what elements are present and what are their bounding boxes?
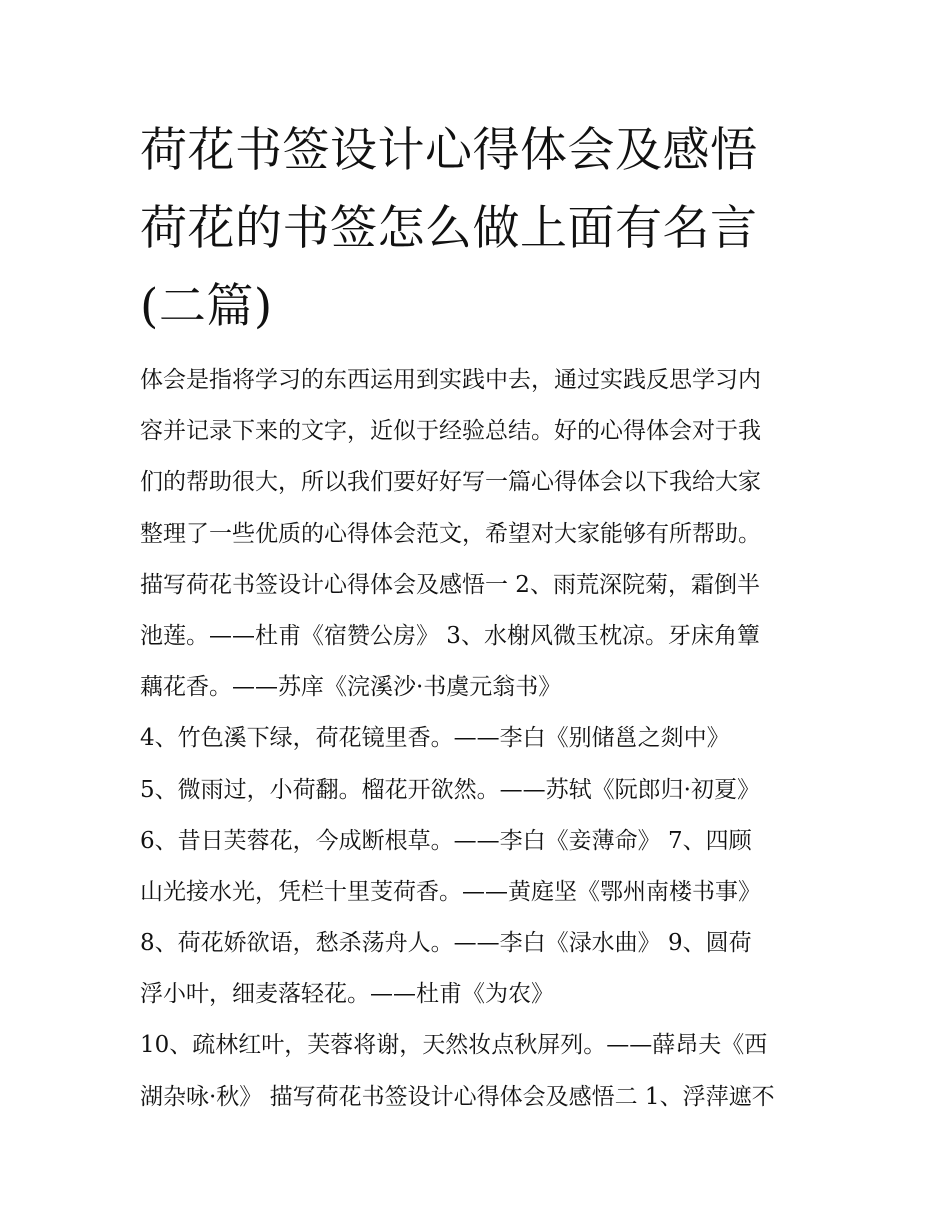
title-line: 荷花的书签怎么做上面有名言: [140, 201, 758, 256]
body-line: 8、荷花娇欲语，愁杀荡舟人。——李白《渌水曲》 9、圆荷: [140, 930, 752, 957]
body-line: 山光接水光，凭栏十里芰荷香。——黄庭坚《鄂州南楼书事》: [140, 878, 761, 905]
body-line: 描写荷花书签设计心得体会及感悟一 2、雨荒深院菊，霜倒半: [140, 571, 760, 598]
title-line: (二篇): [140, 279, 273, 334]
document-title: [140, 112, 840, 346]
body-line: 湖杂咏·秋》 描写荷花书签设计心得体会及感悟二 1、浮萍遮不: [140, 1083, 775, 1110]
body-line: 池莲。——杜甫《宿赞公房》 3、水榭风微玉枕凉。牙床角簟: [140, 622, 760, 649]
body-line: 浮小叶，细麦落轻花。——杜甫《为农》: [140, 981, 554, 1008]
body-line: 10、疏林红叶，芙蓉将谢，天然妆点秋屏列。——薛昂夫《西: [140, 1032, 768, 1059]
body-line: 整理了一些优质的心得体会范文，希望对大家能够有所帮助。: [140, 520, 761, 547]
body-line: 容并记录下来的文字，近似于经验总结。好的心得体会对于我: [140, 418, 761, 445]
body-line: 6、昔日芙蓉花，今成断根草。——李白《妾薄命》 7、四顾: [140, 827, 752, 854]
body-line: 们的帮助很大，所以我们要好好写一篇心得体会以下我给大家: [140, 469, 761, 496]
body-line: 4、竹色溪下绿，荷花镜里香。——李白《别储邕之剡中》: [140, 725, 730, 752]
body-line: 5、微雨过，小荷翻。榴花开欲然。——苏轼《阮郎归·初夏》: [140, 776, 760, 803]
title-line: 荷花书签设计心得体会及感悟: [140, 123, 758, 178]
body-line: 藕花香。——苏庠《浣溪沙·书虞元翁书》: [140, 674, 562, 701]
body-line: 体会是指将学习的东西运用到实践中去，通过实践反思学习内: [140, 367, 761, 393]
document-body: [140, 355, 840, 1123]
